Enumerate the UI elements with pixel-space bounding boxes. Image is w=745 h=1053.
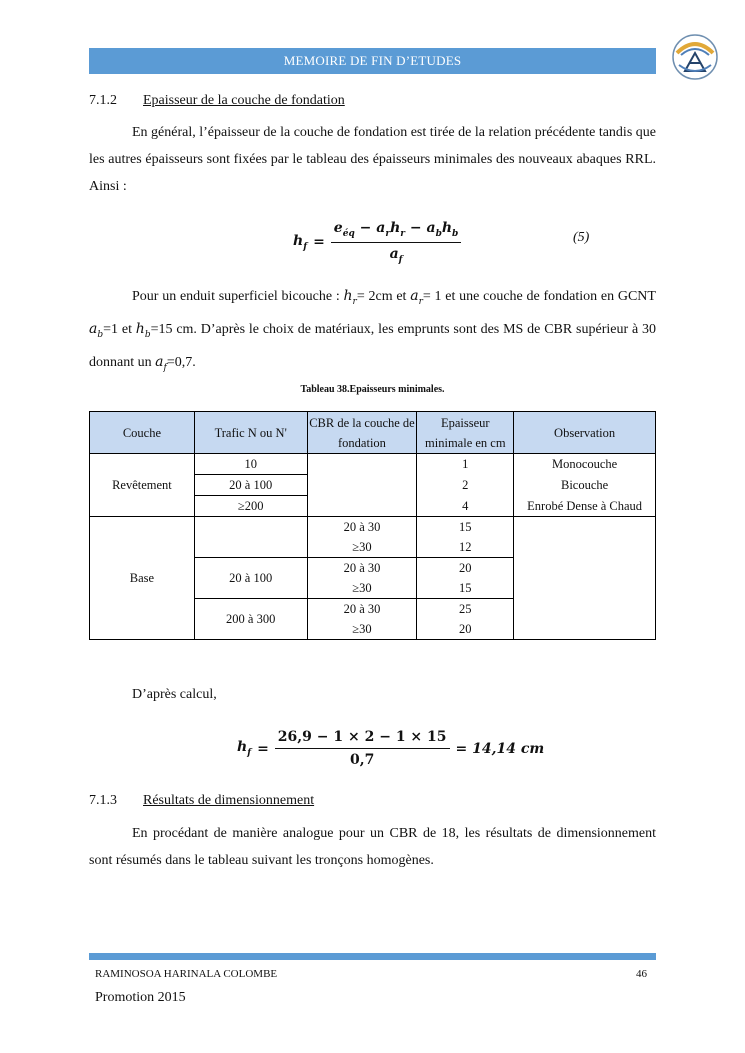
- section-heading-7-1-3: [89, 793, 314, 809]
- page-number: 46: [636, 968, 647, 980]
- section-number: 7.1.2: [89, 93, 117, 108]
- equation-number: (5): [573, 230, 590, 245]
- cell-epaisseur: 25 20: [417, 599, 514, 640]
- table-row: [90, 517, 656, 558]
- col-header-couche: Couche: [90, 412, 195, 454]
- paragraph-results-text: En procédant de manière analogue pour un CBR de 18, les résultats de dimensionnement sont résumés dans le tableau suivant les tronçons homogènes.: [89, 826, 656, 868]
- paragraph-intro-text: En général, l’épaisseur de la couche de fondation est tirée de la relation précédente tandis que les autres épaisseurs sont fixées par le tableau des épaisseurs minimales des nouveaux abaques RRL. Ainsi :: [89, 125, 656, 194]
- eq1-denominator: $a_f$: [389, 245, 403, 265]
- thickness-table: [89, 411, 656, 640]
- paragraph-parameters: Pour un enduit superficiel bicouche : $h_r= 2cm$ et $a_r= 1$ et une couche de fondation en GCNT $a_b=1$ et $h_b=15$ cm. D’après le choix de matériaux, les emprunts sont des MS de CBR supérieur à 30 donnant un $a_f=0,7$.: [89, 288, 657, 373]
- section-number: 7.1.3: [89, 793, 117, 808]
- header-title: MEMOIRE DE FIN D’ETUDES: [283, 53, 462, 68]
- col-header-cbr: CBR de la couche de fondation: [307, 412, 417, 454]
- section-title: Résultats de dimensionnement: [143, 793, 315, 808]
- section-heading-7-1-2: [89, 93, 345, 109]
- eq1-sign: =: [313, 234, 325, 251]
- cell-cbr: 20 à 30 ≥30: [307, 558, 417, 599]
- cell-couche-base: Base: [90, 517, 195, 640]
- paragraph-calc: [89, 681, 656, 708]
- cell-epaisseur: 4: [417, 496, 514, 517]
- cell-observation: Bicouche: [514, 475, 656, 496]
- cell-trafic: 10: [194, 454, 307, 475]
- footer-promotion: Promotion 2015: [95, 990, 186, 1005]
- cell-trafic: 20 à 100: [194, 558, 307, 599]
- page-header: [89, 48, 656, 74]
- paragraph-calc-text: D’après calcul,: [132, 687, 217, 702]
- eq2-denominator: 0,7: [349, 752, 375, 768]
- cell-cbr-empty: [307, 454, 417, 517]
- table-row: [90, 454, 656, 475]
- col-header-epaisseur: Epaisseur minimale en cm: [417, 412, 514, 454]
- cell-epaisseur: 2: [417, 475, 514, 496]
- cell-epaisseur: 20 15: [417, 558, 514, 599]
- cell-epaisseur: 1: [417, 454, 514, 475]
- cell-observation-empty: [514, 517, 656, 640]
- cell-cbr: 20 à 30 ≥30: [307, 599, 417, 640]
- eq1-numerator: $e_{éq} - a_rh_r - a_bh_b$: [331, 220, 462, 243]
- paragraph-results: [89, 820, 656, 874]
- cell-observation: Monocouche: [514, 454, 656, 475]
- table-header-row: [90, 412, 656, 454]
- cell-trafic: ≥200: [194, 496, 307, 517]
- cell-trafic: [194, 517, 307, 558]
- eq2-result: = 14,14 cm: [455, 740, 545, 757]
- university-logo-icon: [671, 33, 719, 81]
- eq2-numerator: 26,9 − 1 × 2 − 1 × 15: [275, 729, 450, 749]
- cell-epaisseur: 15 12: [417, 517, 514, 558]
- paragraph-intro: [89, 119, 656, 200]
- eq2-fraction: [275, 729, 450, 768]
- cell-trafic: 200 à 300: [194, 599, 307, 640]
- col-header-observation: Observation: [514, 412, 656, 454]
- eq1-lhs: $h_f$: [293, 232, 308, 252]
- eq1-fraction: [331, 220, 462, 265]
- cell-cbr: 20 à 30 ≥30: [307, 517, 417, 558]
- cell-observation: Enrobé Dense à Chaud: [514, 496, 656, 517]
- cell-trafic: 20 à 100: [194, 475, 307, 496]
- section-title: Epaisseur de la couche de fondation: [143, 93, 345, 108]
- cell-couche-revetement: Revêtement: [90, 454, 195, 517]
- table-caption: Tableau 38.Epaisseurs minimales.: [300, 384, 445, 395]
- col-header-trafic: Trafic N ou N': [194, 412, 307, 454]
- eq2-sign: =: [257, 740, 269, 757]
- eq2-lhs: $h_f$: [237, 739, 252, 758]
- footer-divider: [89, 953, 656, 960]
- equation-result: [237, 729, 544, 768]
- footer-author: RAMINOSOA HARINALA COLOMBE: [95, 968, 278, 980]
- equation-5: [293, 220, 467, 265]
